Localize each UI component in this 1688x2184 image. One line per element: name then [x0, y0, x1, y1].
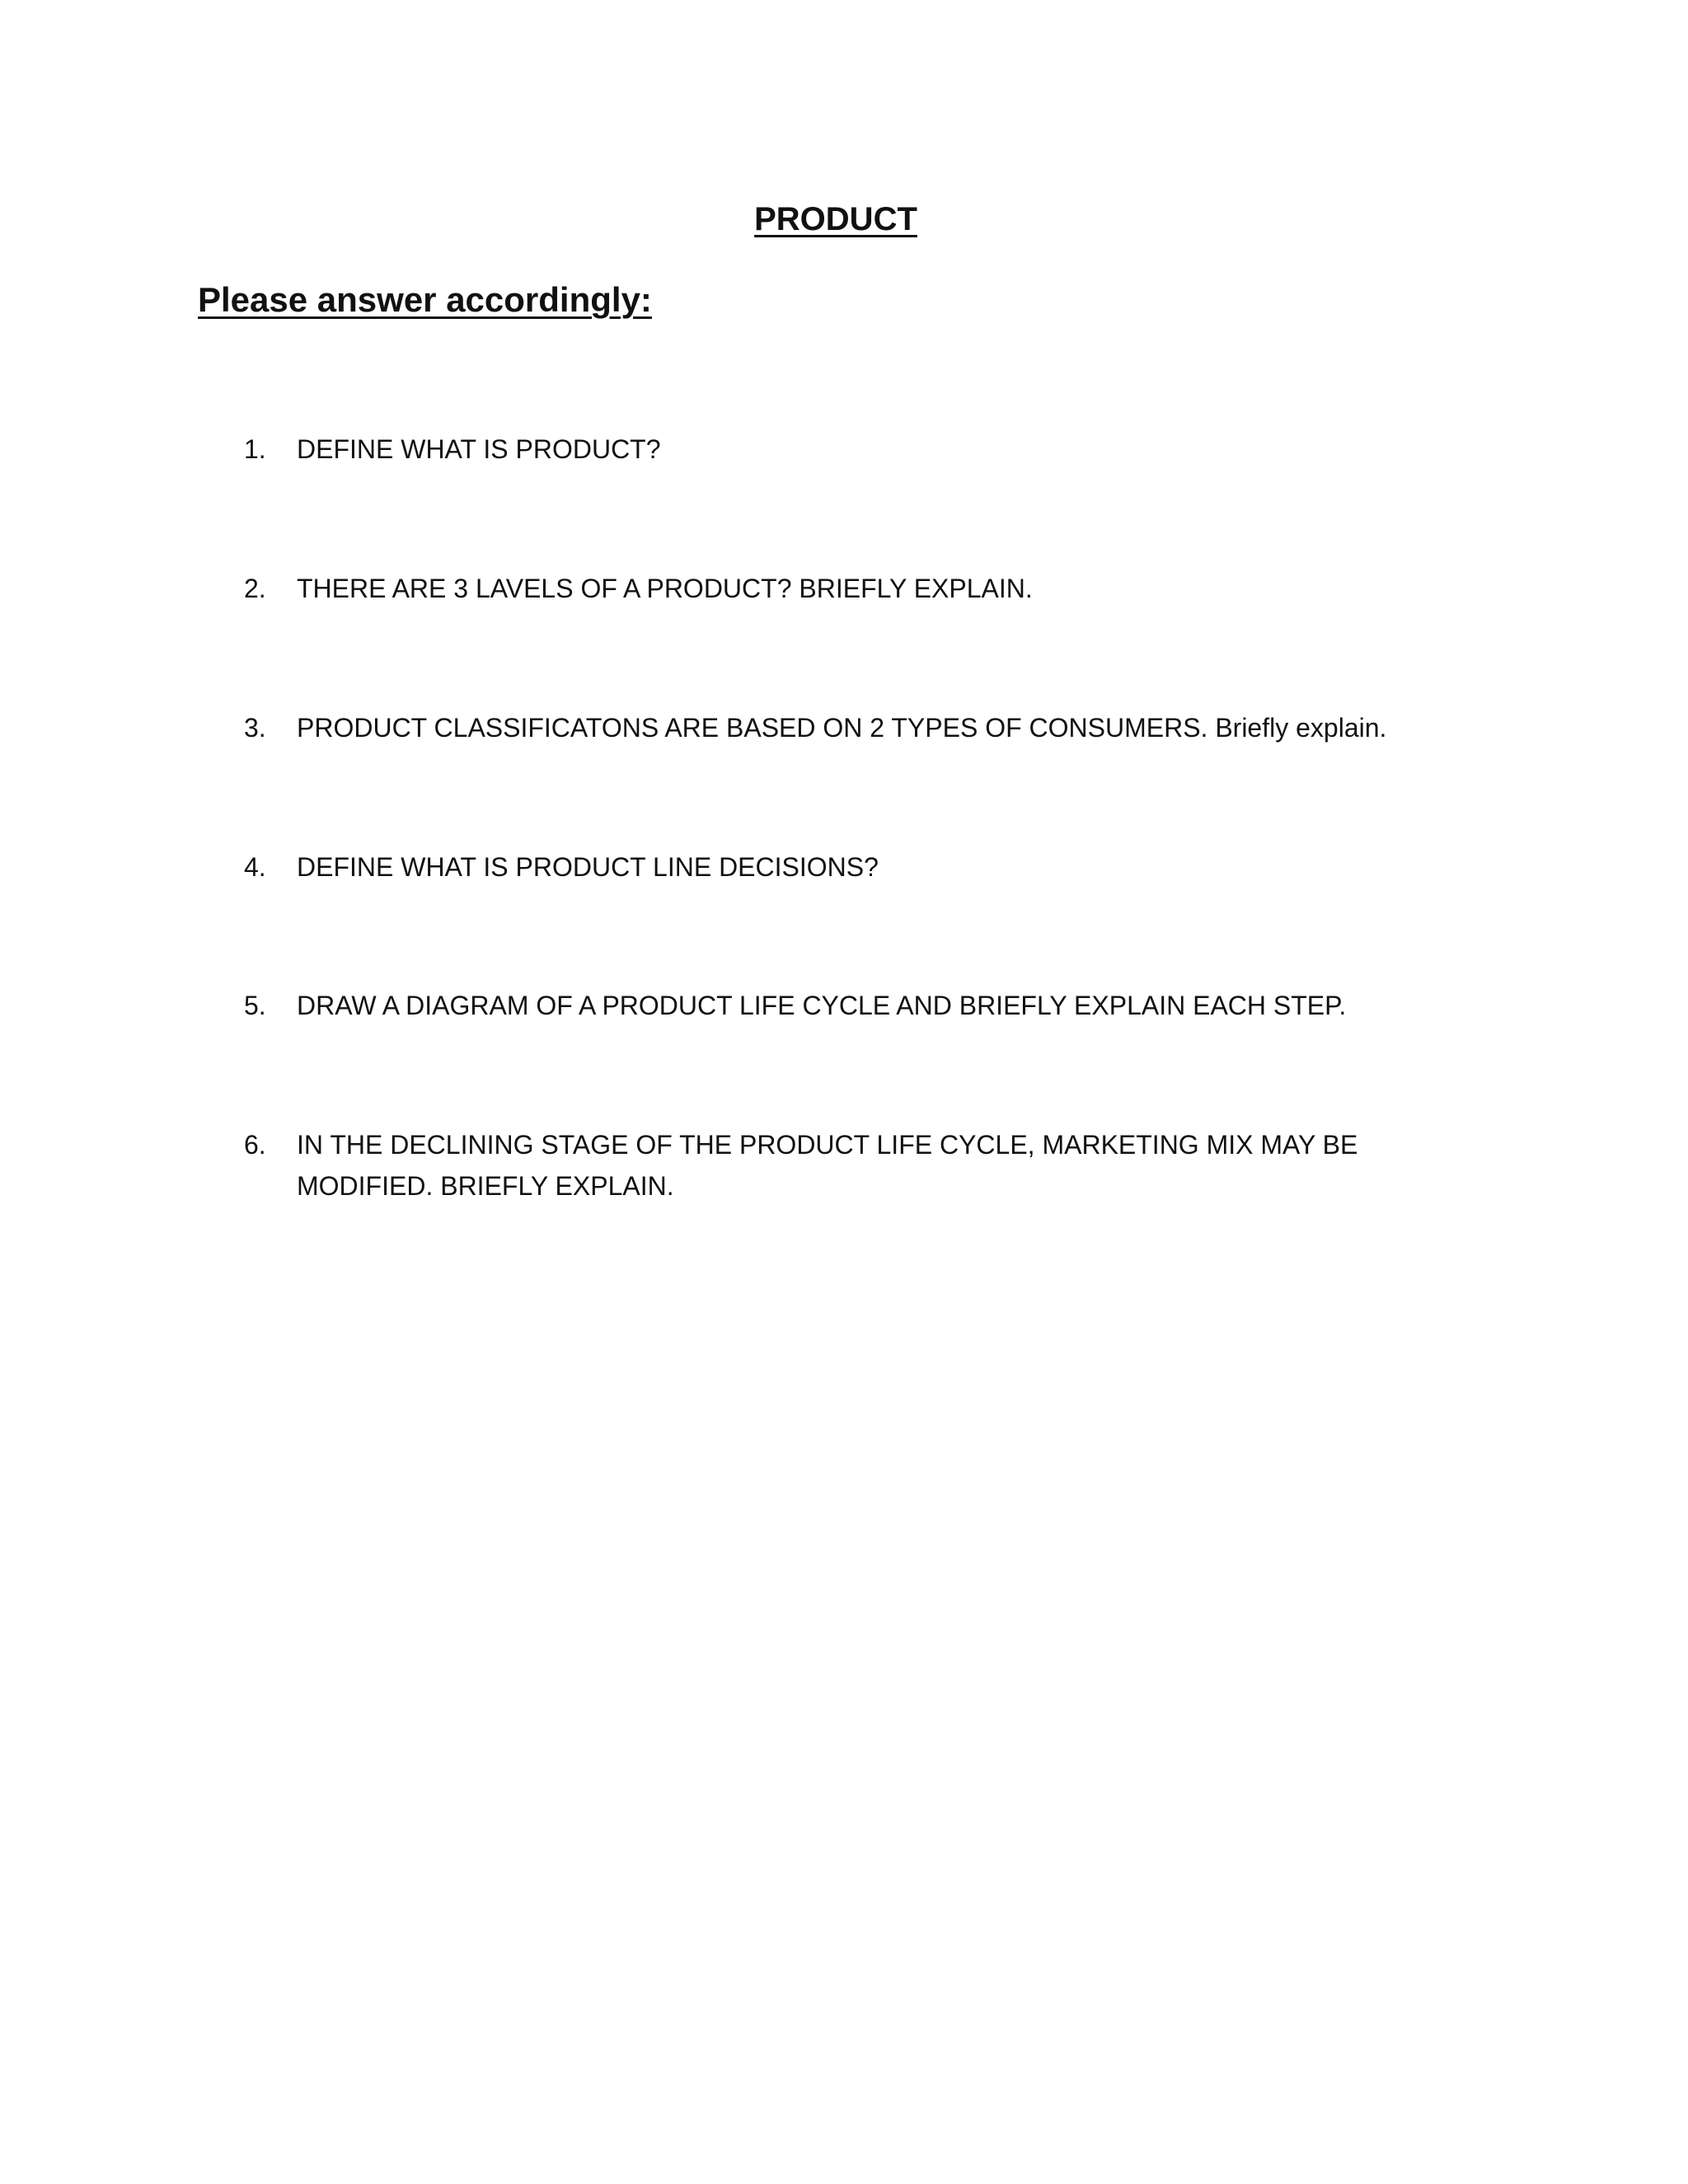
instructions-heading: Please answer accordingly:: [198, 280, 652, 319]
question-item: [244, 707, 1480, 748]
question-item: [244, 985, 1480, 1026]
question-text: DEFINE WHAT IS PRODUCT LINE DECISIONS?: [297, 852, 879, 882]
question-item: [244, 568, 1480, 609]
question-number: 1.: [244, 434, 266, 464]
question-item: [244, 1124, 1480, 1207]
question-item: [244, 429, 1480, 470]
question-text: PRODUCT CLASSIFICATONS ARE BASED ON 2 TYPES OF CONSUMERS. Briefly explain.: [297, 713, 1387, 743]
question-text: DRAW A DIAGRAM OF A PRODUCT LIFE CYCLE AND BRIEFLY EXPLAIN EACH STEP.: [297, 991, 1347, 1020]
question-number: 2.: [244, 574, 266, 603]
document-title: PRODUCT: [754, 201, 917, 237]
question-text: IN THE DECLINING STAGE OF THE PRODUCT LIFE CYCLE, MARKETING MIX MAY BE MODIFIED. BRIEFLY EXPLAIN.: [297, 1130, 1358, 1201]
question-number: 4.: [244, 852, 266, 882]
question-item: [244, 846, 1480, 888]
question-text: DEFINE WHAT IS PRODUCT?: [297, 434, 661, 464]
question-number: 6.: [244, 1130, 266, 1160]
question-number: 3.: [244, 713, 266, 743]
question-number: 5.: [244, 991, 266, 1020]
question-text: THERE ARE 3 LAVELS OF A PRODUCT? BRIEFLY EXPLAIN.: [297, 574, 1033, 603]
